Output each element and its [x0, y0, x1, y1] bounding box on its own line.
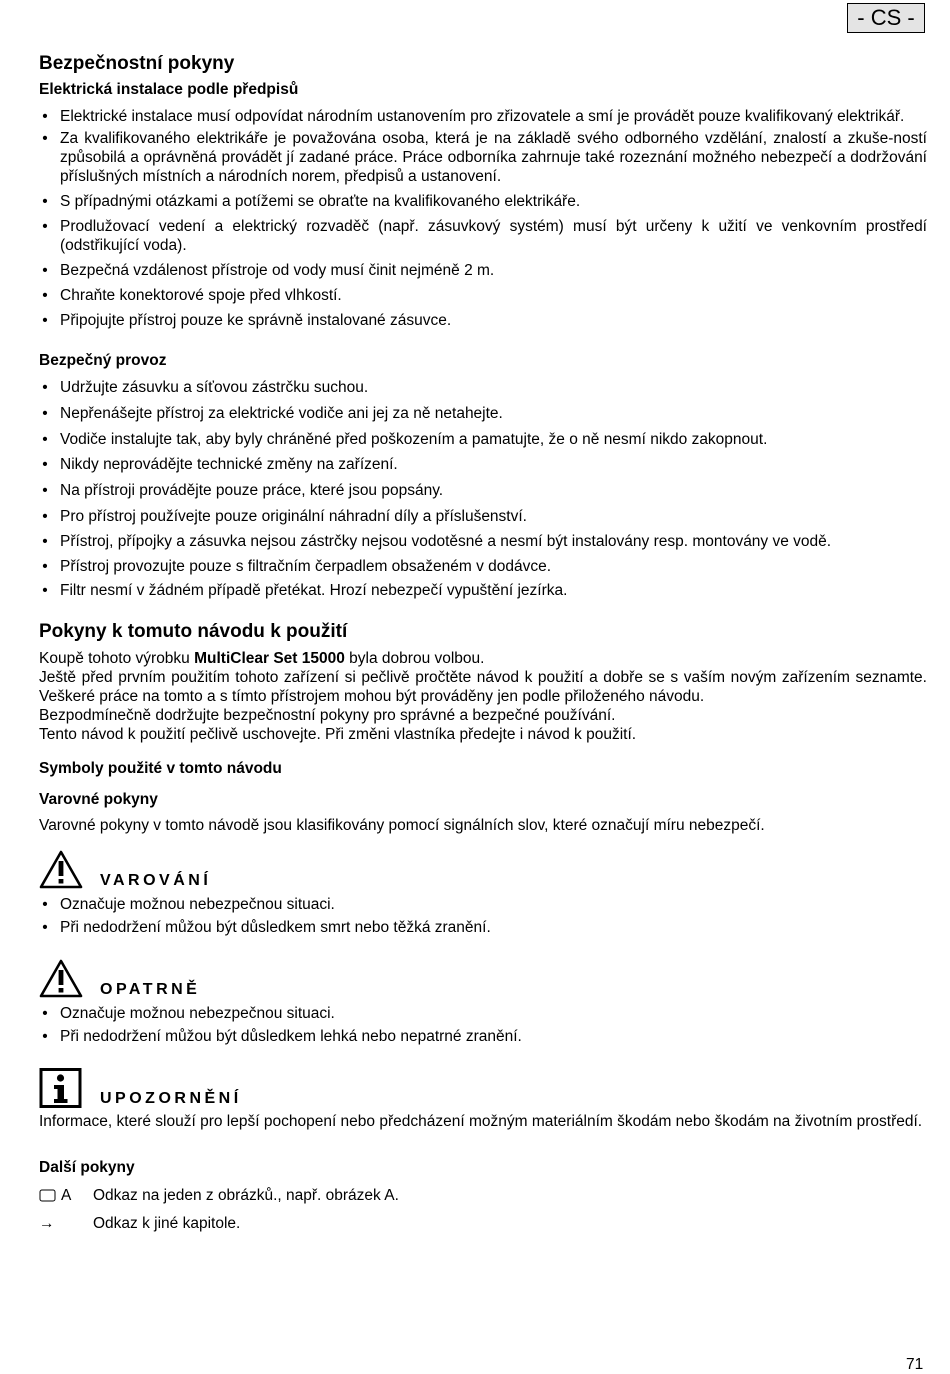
list-item: • Filtr nesmí v žádném případě přetékat. Hrozí nebezpečí vypuštění jezírka.	[42, 582, 568, 599]
electrical-list	[39, 107, 927, 330]
arrow-right-icon: →	[39, 1215, 55, 1232]
section-title-manual: Pokyny k tomuto návodu k použití	[39, 621, 348, 642]
reference-row	[39, 1186, 927, 1205]
reference-text: Odkaz k jiné kapitole.	[93, 1215, 241, 1232]
list-item: • Za kvalifikovaného elektrikáře je považována osoba, která je na základě svého odborného vzdělání, znalostí a zkuše-ností způsobilá a oprávněná provádět jí zadané práce. Práce odborníka zahrnuje také rozeznání možného nebezpečí a dodržování příslušných místních a národních norem, předpisů a ustanovení.	[42, 130, 927, 185]
paragraph: Bezpodmínečně dodržujte bezpečnostní pokyny pro správné a bezpečné používání.	[39, 707, 616, 724]
list-item: • S případnými otázkami a potížemi se obraťte na kvalifikovaného elektrikáře.	[42, 193, 581, 210]
list-item: • Vodiče instalujte tak, aby byly chráněné před poškozením a pamatujte, že o ně nesmí nikdo zakopnout.	[42, 431, 768, 448]
notice-label: UPOZORNĚNÍ	[100, 1090, 242, 1107]
caution-label: OPATRNĚ	[100, 981, 201, 998]
language-tag: - CS -	[847, 3, 925, 33]
operation-list	[39, 378, 927, 600]
list-item: • Prodlužovací vedení a elektrický rozvaděč (např. zásuvkový systém) musí být určeny k užití ve venkovním prostředí (odstřikující voda).	[42, 218, 927, 254]
list-item: • Elektrické instalace musí odpovídat národním ustanovením pro zřizovatele a smí je provádět pouze kvalifikovaný elektrikář.	[42, 108, 905, 125]
product-name: MultiClear Set 15000	[194, 650, 345, 667]
reference-text: Odkaz na jeden z obrázků., např. obrázek A.	[93, 1187, 399, 1204]
warnings-intro: Varovné pokyny v tomto návodě jsou klasifikovány pomocí signálních slov, které označují míru nebezpečí.	[39, 817, 765, 834]
warning-list	[39, 895, 927, 937]
caution-list	[39, 1004, 927, 1046]
list-item: • Při nedodržení můžou být důsledkem lehká nebo nepatrné zranění.	[42, 1028, 522, 1045]
list-item: • Pro přístroj používejte pouze originální náhradní díly a příslušenství.	[42, 508, 527, 525]
figure-box-icon	[39, 1189, 56, 1202]
subheading-other: Další pokyny	[39, 1159, 135, 1176]
list-item: • Připojujte přístroj pouze ke správně instalované zásuvce.	[42, 312, 452, 329]
list-item: • Nikdy neprovádějte technické změny na zařízení.	[42, 456, 398, 473]
section-title-safety: Bezpečnostní pokyny	[39, 53, 235, 74]
page-content	[39, 52, 927, 1233]
subheading-symbols: Symboly použité v tomto návodu	[39, 760, 282, 777]
warning-label: VAROVÁNÍ	[100, 872, 212, 889]
list-item: • Bezpečná vzdálenost přístroje od vody musí činit nejméně 2 m.	[42, 262, 495, 279]
list-item: • Chraňte konektorové spoje před vlhkostí.	[42, 287, 342, 304]
notice-text: Informace, které slouží pro lepší pochopení nebo předcházení možným materiálním škodám nebo škodám na životním prostředí.	[39, 1113, 923, 1130]
list-item: • Přístroj provozujte pouze s filtračním čerpadlem obsaženém v dodávce.	[42, 558, 552, 575]
page-number: 71	[906, 1356, 924, 1373]
list-item: • Označuje možnou nebezpečnou situaci.	[42, 1005, 335, 1022]
figure-reference-symbol: A	[39, 1186, 93, 1205]
list-item: • Označuje možnou nebezpečnou situaci.	[42, 896, 335, 913]
reference-row	[39, 1214, 927, 1233]
warning-triangle-icon	[39, 959, 83, 999]
subheading-safe-operation: Bezpečný provoz	[39, 352, 167, 369]
warning-heading	[39, 850, 927, 890]
list-item: • Při nedodržení můžou být důsledkem smrt nebo těžká zranění.	[42, 919, 491, 936]
list-item: • Nepřenášejte přístroj za elektrické vodiče ani jej za ně netahejte.	[42, 405, 503, 422]
paragraph: Tento návod k použití pečlivě uschovejte. Při změni vlastníka předejte i návod k použití.	[39, 726, 637, 743]
intro-text: Koupě tohoto výrobku MultiClear Set 15000 byla dobrou volbou.	[39, 650, 485, 667]
warning-triangle-icon	[39, 850, 83, 890]
notice-heading	[39, 1068, 927, 1108]
list-item: • Přístroj, přípojky a zásuvka nejsou zástrčky nejsou vodotěsné a nesmí být instalovány resp. montovány ve vodě.	[42, 533, 832, 550]
subheading-warnings: Varovné pokyny	[39, 791, 158, 808]
info-icon	[39, 1068, 83, 1108]
caution-heading	[39, 959, 927, 999]
subheading-electrical: Elektrická instalace podle předpisů	[39, 81, 299, 98]
paragraph: Ještě před prvním použitím tohoto zařízení si pečlivě pročtěte návod k použití a dobře se s vaším novým zařízením seznamte. Veškeré práce na tomto a s tímto přístrojem mohou být prováděny jen podle přiloženého návodu.	[39, 669, 927, 705]
list-item: • Na přístroji provádějte pouze práce, které jsou popsány.	[42, 482, 444, 499]
list-item: • Udržujte zásuvku a síťovou zástrčku suchou.	[42, 379, 369, 396]
